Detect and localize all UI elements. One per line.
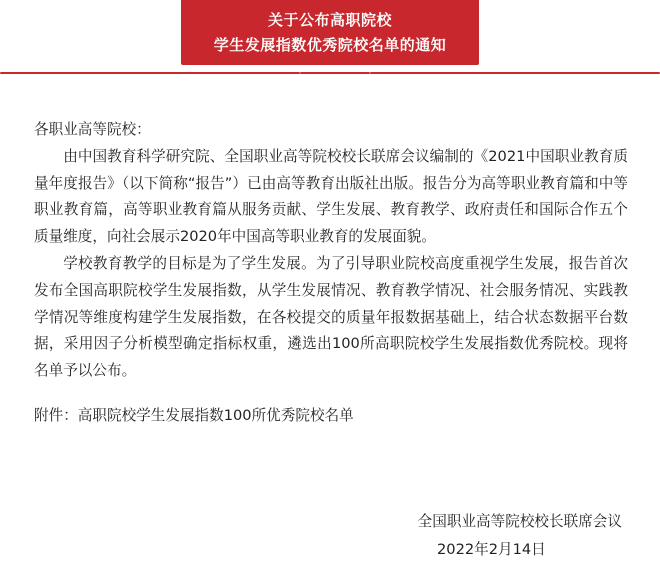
notice-body — [34, 117, 628, 430]
header-banner — [181, 0, 479, 65]
paragraph-2: 学校教育教学的目标是为了学生发展。为了引导职业院校高度重视学生发展，报告首次发布全国高职院校学生发展指数，从学生发展情况、教育教学情况、社会服务情况、实践教学情况等维度构建学生发展指数，在各校提交的质量年报数据基础上，结合状态数据平台数据，采用因子分析模型确定指标权重，遴选出100所高职院校学生发展指数优秀院校。现将名单予以公布。 — [34, 254, 628, 380]
salutation: 各职业高等院校： — [34, 121, 151, 138]
header-divider-middle — [300, 72, 370, 74]
paragraph-1: 由中国教育科学研究院、全国职业高等院校校长联席会议编制的《2021中国职业教育质量年度报告》（以下简称“报告”）已由高等教育出版社出版。报告分为高等职业教育篇和中等职业教育篇，高等职业教育篇从服务贡献、学生发展、教育教学、政府责任和国际合作五个质量维度，向社会展示2020年中国高等职业教育的发展面貌。 — [34, 147, 628, 246]
signature-organization: 全国职业高等院校校长联席会议 — [417, 513, 622, 530]
header-divider-left — [0, 72, 300, 74]
header-divider-right — [370, 72, 660, 74]
signature-date: 2022年2月14日 — [437, 541, 546, 558]
header-title-line1: 关于公布高职院校 — [267, 10, 392, 29]
header-title-line2: 学生发展指数优秀院校名单的通知 — [213, 35, 447, 54]
attachment-line: 附件：高职院校学生发展指数100所优秀院校名单 — [34, 406, 354, 424]
